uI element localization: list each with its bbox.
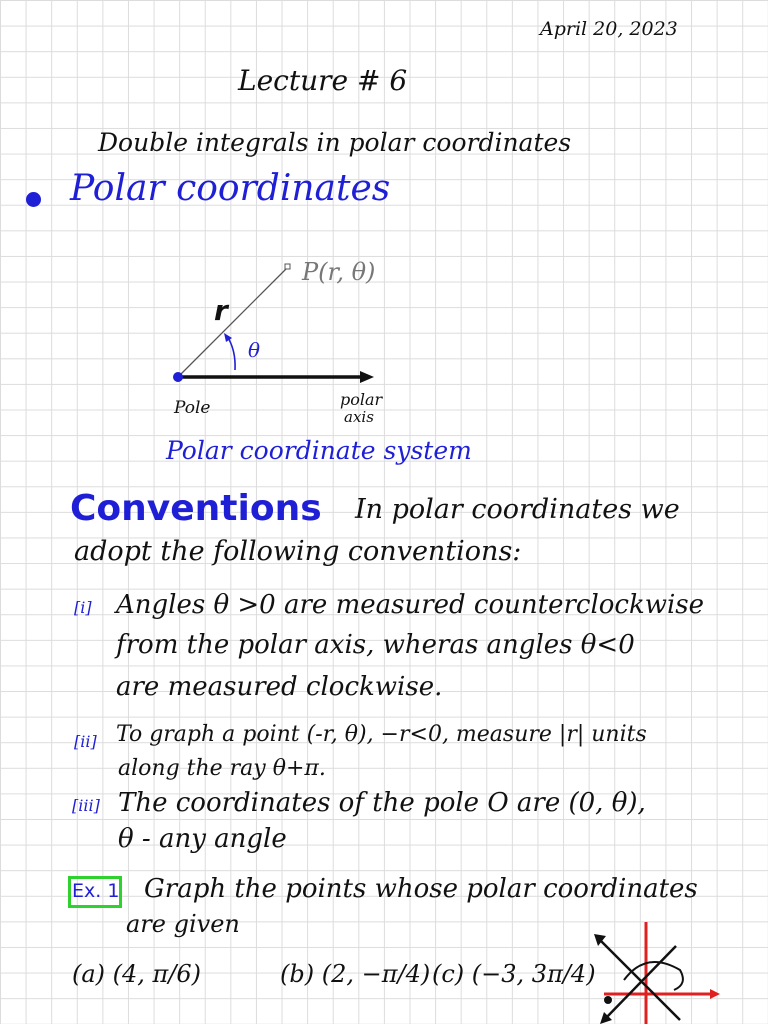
conventions-intro-1: In polar coordinates we: [355, 494, 680, 525]
angle-arc: [227, 336, 235, 370]
item-ii-label: [ii]: [74, 732, 97, 751]
r-label: r: [214, 294, 228, 327]
item-iii-line-1: The coordinates of the pole O are (0, θ),: [118, 788, 646, 818]
angle-arc-arrow: [224, 333, 232, 342]
example-text-1: Graph the points whose polar coordinates: [144, 874, 698, 904]
pole-label: Pole: [174, 398, 211, 418]
example-part-a: (a) (4, π/6): [72, 960, 202, 988]
polar-diagram: [160, 250, 420, 440]
item-i-line-3: are measured clockwise.: [116, 672, 443, 702]
lecture-title: Lecture # 6: [238, 64, 408, 97]
axis-label-axis: axis: [344, 408, 374, 426]
item-i-line-1: Angles θ >0 are measured counterclockwise: [116, 590, 705, 620]
item-iii-line-2: θ - any angle: [118, 824, 287, 854]
sketch-diagonal-1: [598, 938, 680, 1020]
sketch-axis-arrow: [710, 989, 720, 999]
item-iii-label: [iii]: [72, 796, 100, 815]
example-part-c: (c) (−3, 3π/4): [432, 960, 596, 988]
point-p-marker: [285, 264, 290, 269]
example-text-2: are given: [126, 910, 240, 938]
item-i-line-2: from the polar axis, wheras angles θ<0: [116, 630, 635, 660]
sketch-diagonal-2: [604, 946, 676, 1020]
example-label: Ex. 1: [72, 880, 120, 902]
radius-line: [178, 267, 288, 377]
item-ii-line-2: along the ray θ+π.: [118, 756, 326, 781]
axis-label-polar: polar: [340, 390, 383, 409]
item-ii-line-1: To graph a point (-r, θ), −r<0, measure |r| units: [116, 722, 647, 747]
item-i-label: [i]: [74, 598, 92, 617]
pole-dot: [173, 372, 183, 382]
axis-arrowhead: [360, 371, 374, 383]
heading-polar-coordinates: Polar coordinates: [70, 168, 391, 209]
example-part-b: (b) (2, −π/4): [280, 960, 431, 988]
conventions-intro-2: adopt the following conventions:: [74, 536, 522, 567]
heading-conventions: Conventions: [70, 488, 322, 529]
bullet-dot: [26, 192, 41, 207]
theta-label: θ: [248, 338, 261, 362]
date: April 20, 2023: [540, 18, 678, 40]
example-sketch: [584, 920, 734, 1024]
subtitle: Double integrals in polar coordinates: [98, 128, 572, 157]
sketch-arc: [624, 962, 683, 990]
point-label: P(r, θ): [302, 258, 376, 286]
diagram-caption: Polar coordinate system: [166, 436, 472, 465]
sketch-point: [604, 996, 612, 1004]
